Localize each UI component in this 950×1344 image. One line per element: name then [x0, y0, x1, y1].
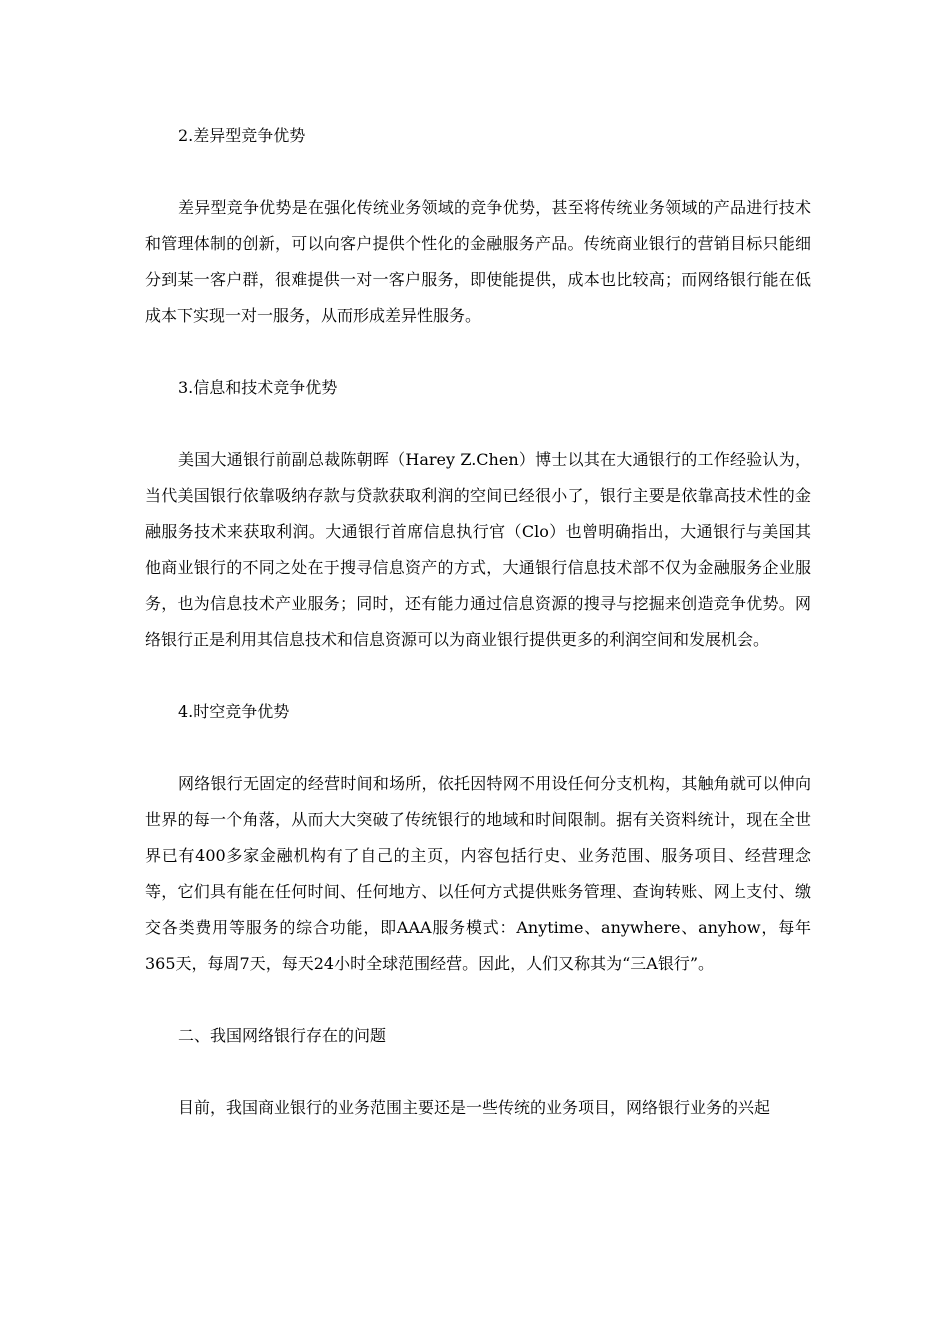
- paragraph-time-space: 网络银行无固定的经营时间和场所，依托因特网不用设任何分支机构，其触角就可以伸向世界的每一个角落，从而大大突破了传统银行的地域和时间限制。据有关资料统计，现在全世界已有400多家金融机构有了自己的主页，内容包括行史、业务范围、服务项目、经营理念等，它们具有能在任何时间、任何地方、以任何方式提供账务管理、查询转账、网上支付、缴交各类费用等服务的综合功能，即AAA服务模式：Anytime、anywhere、anyhow，每年365天，每周7天，每天24小时全球范围经营。因此，人们又称其为“三A银行”。: [145, 774, 811, 973]
- section-heading-differentiation: 2.差异型竞争优势: [178, 126, 306, 145]
- section-heading-problems: 二、我国网络银行存在的问题: [178, 1026, 387, 1045]
- spacer: [145, 154, 811, 190]
- section-heading-time-space: 4.时空竞争优势: [178, 702, 290, 721]
- spacer: [145, 334, 811, 370]
- spacer: [145, 658, 811, 694]
- section-heading-information-technology: 3.信息和技术竞争优势: [178, 378, 338, 397]
- paragraph-information-technology: 美国大通银行前副总裁陈朝晖（Harey Z.Chen）博士以其在大通银行的工作经验认为，当代美国银行依靠吸纳存款与贷款获取利润的空间已经很小了，银行主要是依靠高技术性的金融服务技术来获取利润。大通银行首席信息执行官（Clo）也曾明确指出，大通银行与美国其他商业银行的不同之处在于搜寻信息资产的方式，大通银行信息技术部不仅为金融服务企业服务，也为信息技术产业服务；同时，还有能力通过信息资源的搜寻与挖掘来创造竞争优势。网络银行正是利用其信息技术和信息资源可以为商业银行提供更多的利润空间和发展机会。: [145, 450, 811, 649]
- document-body: [145, 118, 811, 1126]
- spacer: [145, 406, 811, 442]
- paragraph-problems: 目前，我国商业银行的业务范围主要还是一些传统的业务项目，网络银行业务的兴起: [178, 1098, 771, 1117]
- spacer: [145, 730, 811, 766]
- paragraph-differentiation: 差异型竞争优势是在强化传统业务领域的竞争优势，甚至将传统业务领域的产品进行技术和管理体制的创新，可以向客户提供个性化的金融服务产品。传统商业银行的营销目标只能细分到某一客户群，很难提供一对一客户服务，即使能提供，成本也比较高；而网络银行能在低成本下实现一对一服务，从而形成差异性服务。: [145, 198, 811, 325]
- spacer: [145, 982, 811, 1018]
- spacer: [145, 1054, 811, 1090]
